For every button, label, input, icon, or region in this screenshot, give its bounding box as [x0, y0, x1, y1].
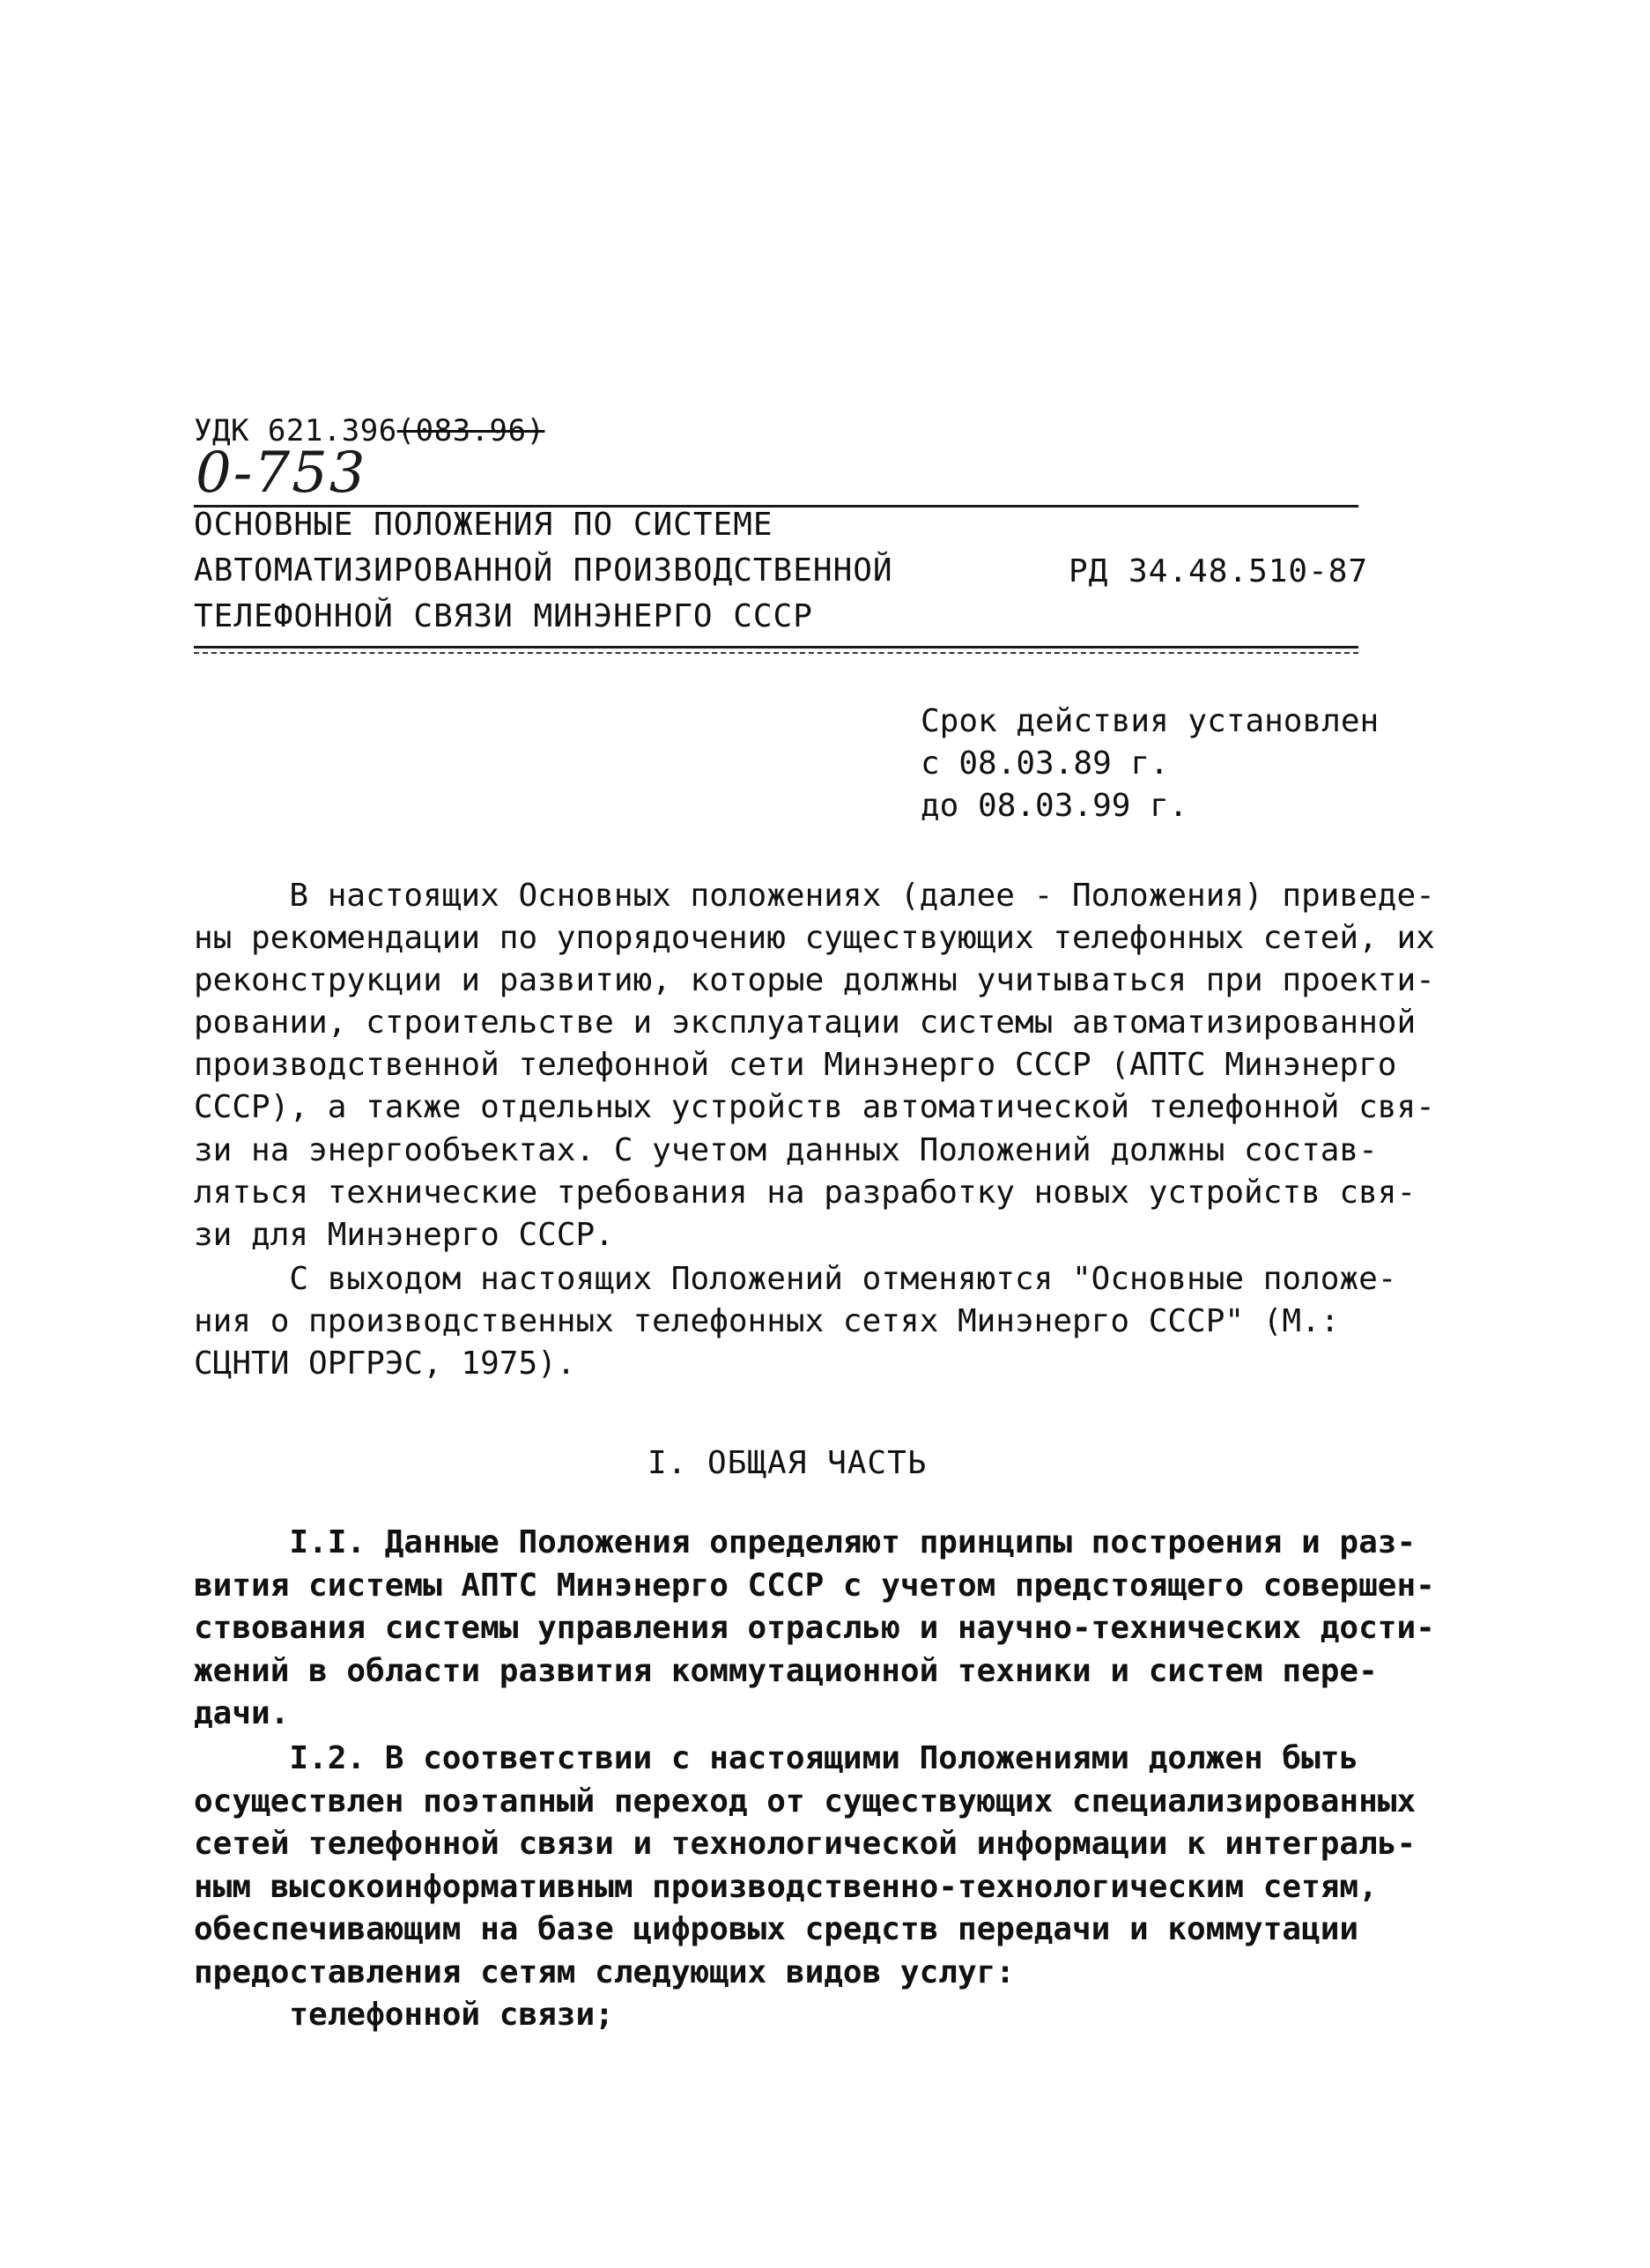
udk-prefix: УДК 621.396 [194, 413, 397, 448]
section-1-1-line-3: ствования системы управления отраслью и научно-технических дости- [194, 1610, 1435, 1646]
cancel-line-3: СЦНТИ ОРГРЭС, 1975). [194, 1345, 576, 1382]
section-1-2-line-5: обеспечивающим на базе цифровых средств передачи и коммутации [194, 1911, 1359, 1947]
intro-line-7: зи на энергообъектах. С учетом данных Положений должны состав- [194, 1132, 1378, 1168]
section-1-2-line-4: ным высокоинформативным производственно-технологическим сетям, [194, 1869, 1378, 1905]
section-1-1-line-5: дачи. [194, 1695, 290, 1731]
intro-line-5: производственной телефонной сети Минэнерго СССР (АПТС Минэнерго [194, 1047, 1397, 1083]
section-1-1-line-4: жений в области развития коммутационной техники и систем пере- [194, 1653, 1378, 1689]
intro-line-4: ровании, строительстве и эксплуатации системы автоматизированной [194, 1004, 1417, 1041]
title-line-1: ОСНОВНЫЕ ПОЛОЖЕНИЯ ПО СИСТЕМЕ [194, 507, 773, 543]
cancel-line-2: ния о производственных телефонных сетях Минэнерго СССР" (М.: [194, 1303, 1340, 1339]
section-1-1-line-1: I.I. Данные Положения определяют принципы построения и раз- [194, 1524, 1417, 1560]
validity-line-1: Срок действия установлен [921, 703, 1380, 739]
validity-line-3: до 08.03.99 г. [921, 788, 1188, 824]
validity-line-2: с 08.03.89 г. [921, 745, 1169, 782]
bottom-rule [194, 646, 1358, 654]
intro-line-6: СССР), а также отдельных устройств автоматической телефонной свя- [194, 1089, 1435, 1125]
section-1-2-line-7: телефонной связи; [194, 1997, 614, 2033]
section-1-2-line-3: сетей телефонной связи и технологической информации к интеграль- [194, 1826, 1417, 1862]
handwritten-code: 0-753 [196, 441, 367, 506]
cancel-line-1: С выходом настоящих Положений отменяются "Основные положе- [194, 1261, 1397, 1297]
section-heading: I. ОБЩАЯ ЧАСТЬ [647, 1445, 928, 1481]
intro-line-3: реконструкции и развитию, которые должны учитываться при проекти- [194, 962, 1435, 998]
rd-number: РД 34.48.510-87 [1069, 553, 1369, 589]
intro-line-2: ны рекомендации по упорядочению существующих телефонных сетей, их [194, 920, 1435, 956]
section-1-2-line-2: осуществлен поэтапный переход от существующих специализированных [194, 1783, 1417, 1820]
section-1-1-line-2: вития системы АПТС Минэнерго СССР с учетом предстоящего совершен- [194, 1568, 1435, 1604]
udk-struck-suffix: (083.96) [396, 413, 545, 448]
title-line-2: АВТОМАТИЗИРОВАННОЙ ПРОИЗВОДСТВЕННОЙ [194, 552, 893, 589]
title-line-3: ТЕЛЕФОННОЙ СВЯЗИ МИНЭНЕРГО СССР [194, 598, 813, 634]
intro-line-8: ляться технические требования на разработку новых устройств свя- [194, 1175, 1417, 1211]
intro-line-1: В настоящих Основных положениях (далее - Положения) приведе- [194, 878, 1435, 914]
intro-line-9: зи для Минэнерго СССР. [194, 1217, 614, 1253]
section-1-2-line-1: I.2. В соответствии с настоящими Положениями должен быть [194, 1740, 1359, 1776]
section-1-2-line-6: предоставления сетям следующих видов услуг: [194, 1954, 1015, 1990]
